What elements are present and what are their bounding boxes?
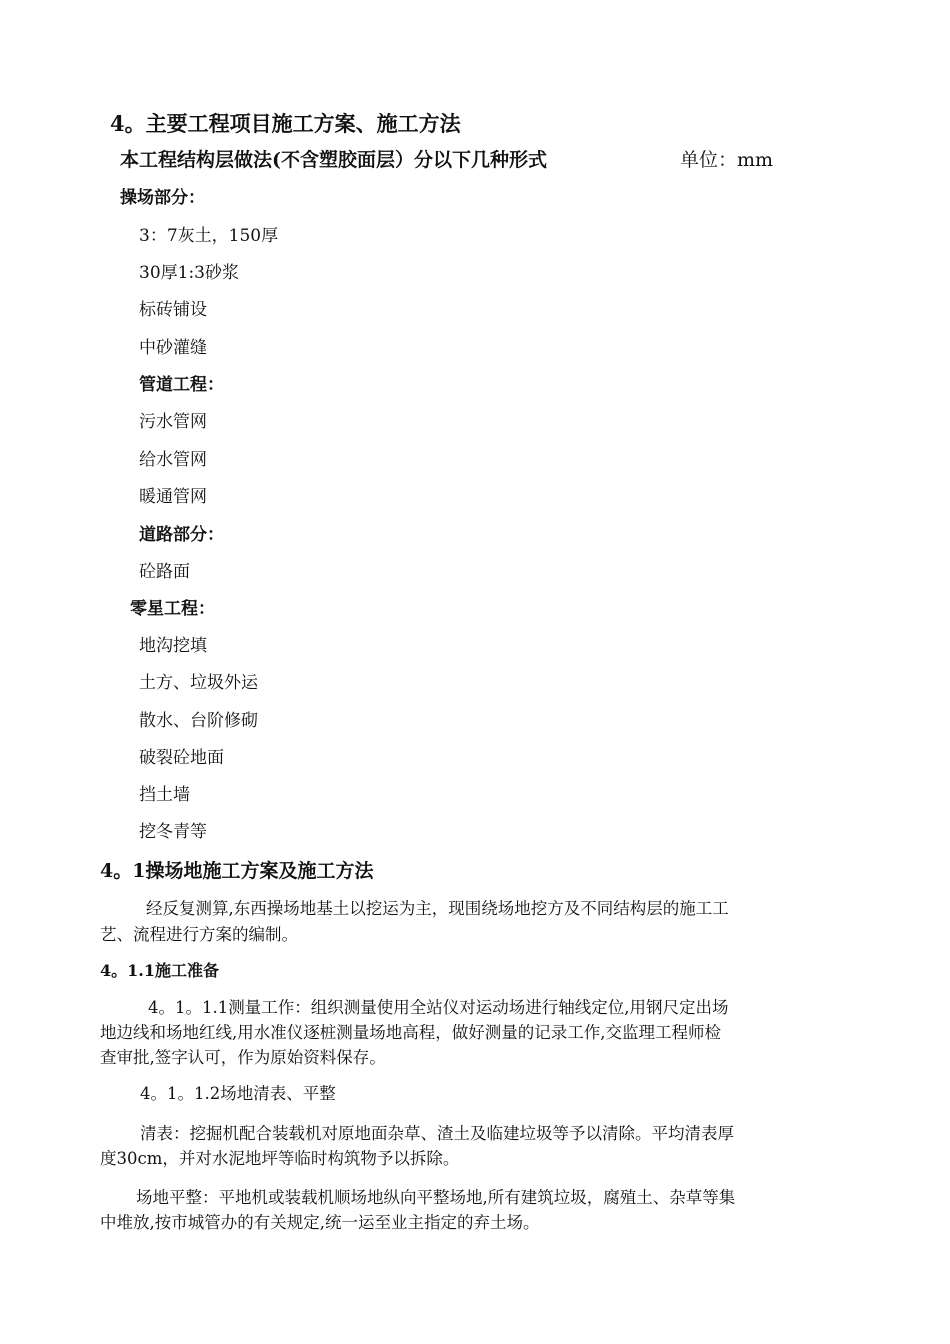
list-item: 污水管网 <box>139 412 207 432</box>
paragraph-line: 度30cm，并对水泥地坪等临时构筑物予以拆除。 <box>100 1149 460 1168</box>
list-item: 砼路面 <box>139 562 190 582</box>
chapter-heading: 4。主要工程项目施工方案、施工方法 <box>110 111 461 136</box>
paragraph-line: 经反复测算,东西操场地基土以挖运为主，现围绕场地挖方及不同结构层的施工工 <box>146 899 729 918</box>
paragraph-line: 地边线和场地红线,用水准仪逐桩测量场地高程，做好测量的记录工作,交监理工程师检 <box>100 1023 721 1042</box>
list-item: 中砂灌缝 <box>139 338 207 358</box>
paragraph-line: 4。1。1.2场地清表、平整 <box>140 1084 336 1103</box>
list-item: 破裂砼地面 <box>139 748 224 768</box>
structure-subheading: 本工程结构层做法(不含塑胶面层）分以下几种形式 <box>120 149 547 171</box>
pipe-section-title: 管道工程： <box>139 375 224 395</box>
section-4-1-title: 4。1操场地施工方案及施工方法 <box>100 860 374 882</box>
paragraph-line: 查审批,签字认可，作为原始资料保存。 <box>100 1048 386 1067</box>
paragraph-line: 清表：挖掘机配合装载机对原地面杂草、渣土及临建垃圾等予以清除。平均清表厚 <box>140 1124 734 1143</box>
list-item: 标砖铺设 <box>139 300 207 320</box>
paragraph-line: 艺、流程进行方案的编制。 <box>100 925 298 944</box>
list-item: 暖通管网 <box>139 487 207 507</box>
list-item: 挡土墙 <box>139 785 190 805</box>
list-item: 散水、台阶修砌 <box>139 711 258 731</box>
unit-label: 单位：mm <box>680 149 774 171</box>
playground-section-title: 操场部分： <box>120 188 205 208</box>
list-item: 30厚1:3砂浆 <box>139 263 239 283</box>
paragraph-line: 中堆放,按市城管办的有关规定,统一运至业主指定的弃土场。 <box>100 1213 540 1232</box>
road-section-title: 道路部分： <box>139 525 224 545</box>
misc-section-title: 零星工程： <box>130 599 215 619</box>
paragraph-line: 场地平整：平地机或装载机顺场地纵向平整场地,所有建筑垃圾，腐殖土、杂草等集 <box>136 1188 736 1207</box>
list-item: 挖冬青等 <box>139 822 207 842</box>
list-item: 地沟挖填 <box>139 636 207 656</box>
section-4-1-1-title: 4。1.1施工准备 <box>100 961 219 980</box>
list-item: 3：7灰土，150厚 <box>139 226 279 246</box>
list-item: 土方、垃圾外运 <box>139 673 258 693</box>
list-item: 给水管网 <box>139 450 207 470</box>
paragraph-line: 4。1。1.1测量工作：组织测量使用全站仪对运动场进行轴线定位,用钢尺定出场 <box>148 998 729 1017</box>
